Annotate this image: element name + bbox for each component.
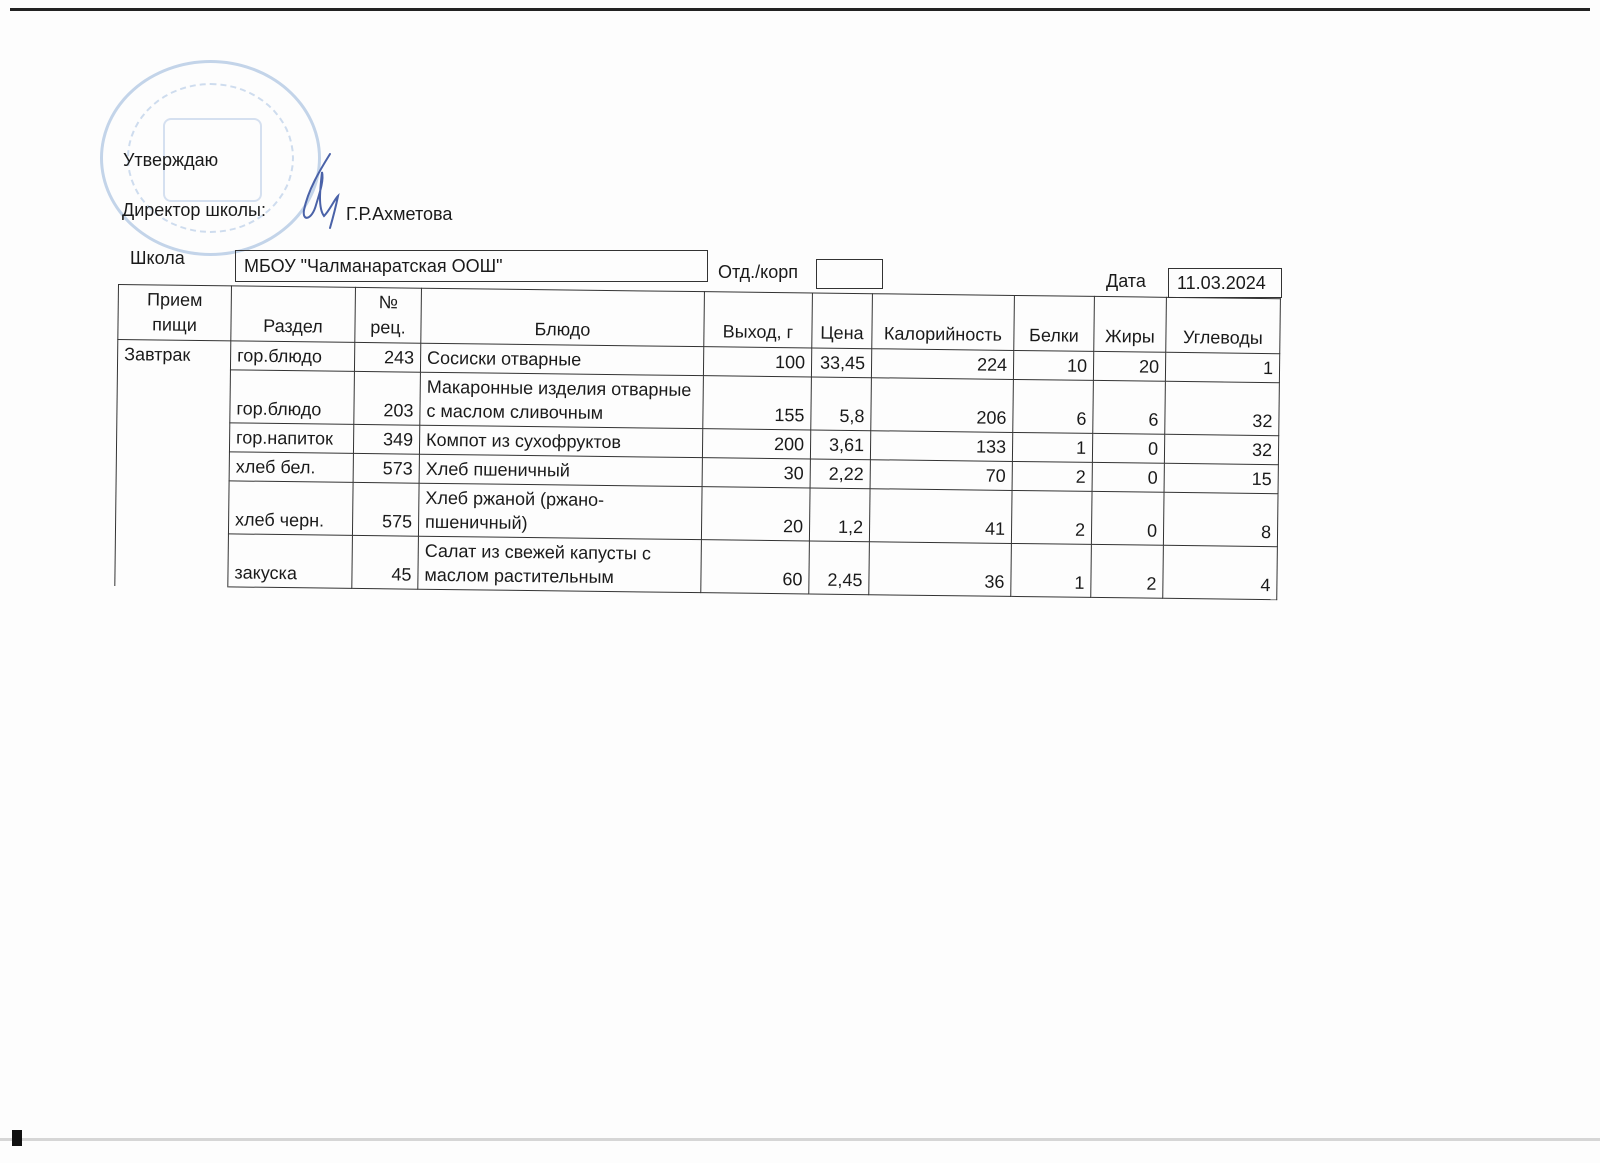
protein-cell: 1 xyxy=(1012,432,1092,462)
kcal-cell: 41 xyxy=(869,489,1012,544)
section-cell: хлеб бел. xyxy=(229,452,353,483)
approve-label: Утверждаю xyxy=(123,150,219,170)
section-cell: гор.напиток xyxy=(229,423,353,454)
carbs-cell: 32 xyxy=(1165,381,1280,435)
protein-cell: 1 xyxy=(1011,543,1092,597)
fat-cell: 20 xyxy=(1093,351,1165,381)
col-header-meal: Прием пищи xyxy=(118,285,232,341)
recipe-cell: 45 xyxy=(352,535,419,589)
dish-cell: Макаронные изделия отварные с маслом сливочным xyxy=(420,372,704,428)
col-header-section: Раздел xyxy=(231,286,356,343)
carbs-cell: 4 xyxy=(1163,545,1278,599)
col-header-fat: Жиры xyxy=(1094,296,1167,352)
kcal-cell: 36 xyxy=(869,542,1012,597)
carbs-cell: 15 xyxy=(1164,463,1278,493)
director-name: Г.Р.Ахметова xyxy=(346,204,453,224)
section-cell: закуска xyxy=(228,534,353,589)
fat-cell: 0 xyxy=(1092,433,1164,463)
menu-table-wrapper xyxy=(114,284,1280,600)
kcal-cell: 70 xyxy=(870,460,1012,491)
school-label: Школа xyxy=(130,248,185,268)
dish-cell: Сосиски отварные xyxy=(420,343,703,375)
top-border-line xyxy=(10,8,1590,11)
fat-cell: 0 xyxy=(1091,491,1164,545)
col-header-output: Выход, г xyxy=(704,292,813,348)
fat-cell: 2 xyxy=(1091,544,1164,598)
col-header-dish: Блюдо xyxy=(421,288,705,346)
protein-cell: 10 xyxy=(1013,350,1093,380)
price-cell: 2,22 xyxy=(810,459,870,489)
section-cell: гор.блюдо xyxy=(230,370,355,425)
director-label: Директор школы: xyxy=(122,200,266,220)
price-cell: 3,61 xyxy=(810,430,870,460)
price-cell: 5,8 xyxy=(811,377,872,431)
carbs-cell: 32 xyxy=(1164,434,1278,464)
recipe-cell: 575 xyxy=(352,482,419,536)
school-name-field[interactable] xyxy=(235,250,708,282)
price-cell: 2,45 xyxy=(809,541,870,595)
section-cell: гор.блюдо xyxy=(230,341,354,372)
date-field[interactable] xyxy=(1168,268,1282,298)
recipe-cell: 243 xyxy=(354,342,420,372)
signature xyxy=(290,150,350,240)
output-cell: 60 xyxy=(701,540,810,594)
protein-cell: 6 xyxy=(1013,379,1094,433)
fat-cell: 0 xyxy=(1092,462,1164,492)
dept-label: Отд./корп xyxy=(718,262,798,282)
output-cell: 20 xyxy=(701,487,810,541)
bottom-scan-edge xyxy=(0,1138,1600,1141)
output-cell: 30 xyxy=(702,458,810,488)
dish-cell: Хлеб ржаной (ржано-пшеничный) xyxy=(418,483,702,539)
recipe-cell: 573 xyxy=(353,453,419,483)
col-header-recipe: № рец. xyxy=(355,287,422,343)
price-cell: 33,45 xyxy=(811,348,871,378)
col-header-price: Цена xyxy=(812,293,873,349)
dish-cell: Компот из сухофруктов xyxy=(419,425,702,457)
col-header-carbs: Углеводы xyxy=(1166,297,1281,353)
school-name-value: МБОУ "Чалманаратская ООШ" xyxy=(244,255,503,276)
section-cell: хлеб черн. xyxy=(228,481,353,536)
menu-table xyxy=(114,284,1281,600)
dept-field[interactable] xyxy=(816,259,883,289)
output-cell: 155 xyxy=(703,376,812,430)
fat-cell: 6 xyxy=(1093,380,1166,434)
recipe-cell: 349 xyxy=(353,424,419,454)
dish-cell: Хлеб пшеничный xyxy=(419,454,702,486)
kcal-cell: 224 xyxy=(871,349,1013,380)
date-value: 11.03.2024 xyxy=(1177,272,1266,293)
meal-cell: Завтрак xyxy=(115,340,231,587)
output-cell: 100 xyxy=(703,347,811,377)
price-cell: 1,2 xyxy=(809,488,870,542)
protein-cell: 2 xyxy=(1012,461,1092,491)
protein-cell: 2 xyxy=(1011,490,1092,544)
output-cell: 200 xyxy=(702,429,810,459)
recipe-cell: 203 xyxy=(354,371,421,425)
col-header-kcal: Калорийность xyxy=(872,294,1015,351)
date-label: Дата xyxy=(1106,271,1146,291)
kcal-cell: 133 xyxy=(870,431,1012,462)
carbs-cell: 1 xyxy=(1165,352,1279,382)
kcal-cell: 206 xyxy=(871,378,1014,433)
carbs-cell: 8 xyxy=(1163,492,1278,546)
scan-corner-mark xyxy=(12,1130,22,1146)
dish-cell: Салат из свежей капусты с маслом растительным xyxy=(418,536,702,592)
col-header-protein: Белки xyxy=(1014,295,1095,351)
